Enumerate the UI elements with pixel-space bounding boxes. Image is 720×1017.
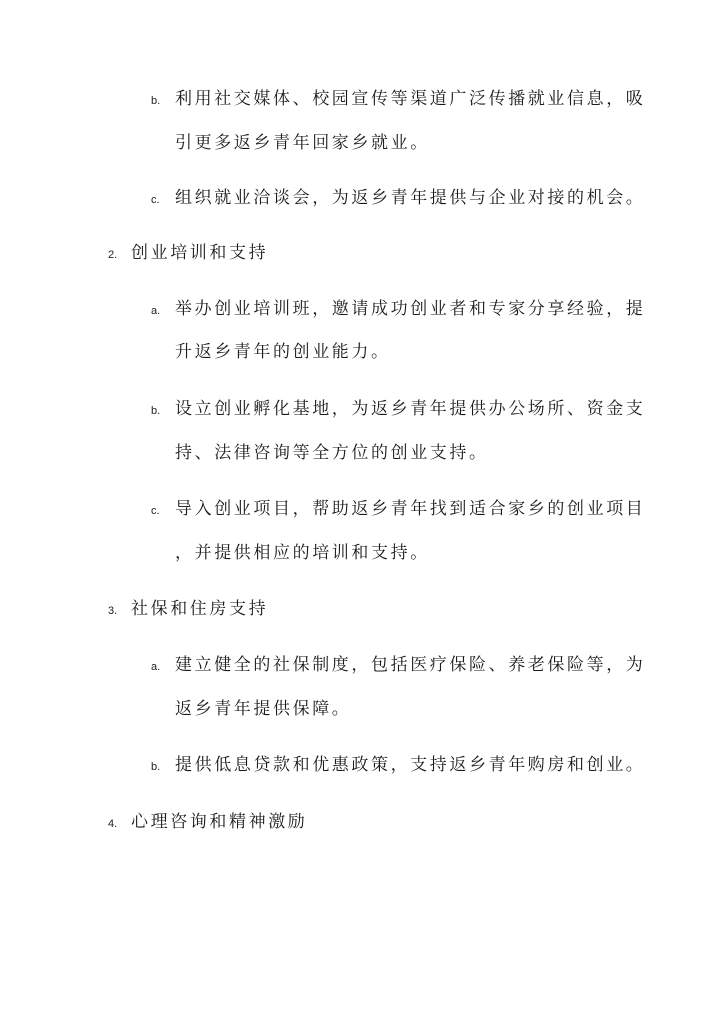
list-item-text: 导入创业项目，帮助返乡青年找到适合家乡的创业项目 [175, 499, 646, 519]
list-item-text: 持、法律咨询等全方位的创业支持。 [175, 443, 489, 463]
list-marker: b. [151, 405, 161, 417]
list-item-text: 返乡青年提供保障。 [175, 699, 352, 719]
section-number: 3. [108, 605, 118, 617]
list-item-text: 引更多返乡青年回家乡就业。 [175, 133, 430, 153]
section-number: 2. [108, 249, 118, 261]
list-marker: a. [151, 661, 161, 673]
section-number: 4. [108, 818, 118, 830]
list-item-text: ，并提供相应的培训和支持。 [175, 543, 430, 563]
list-marker: c. [151, 505, 160, 517]
section-heading: 心理咨询和精神激励 [131, 812, 308, 832]
list-marker: a. [151, 305, 161, 317]
list-item-text: 举办创业培训班，邀请成功创业者和专家分享经验，提 [175, 299, 646, 319]
list-item-text: 组织就业洽谈会，为返乡青年提供与企业对接的机会。 [175, 188, 646, 208]
section-heading: 社保和住房支持 [131, 599, 269, 619]
list-marker: c. [151, 194, 160, 206]
section-heading: 创业培训和支持 [131, 243, 269, 263]
list-marker: b. [151, 95, 161, 107]
list-item-text: 设立创业孵化基地，为返乡青年提供办公场所、资金支 [175, 399, 646, 419]
list-item-text: 提供低息贷款和优惠政策，支持返乡青年购房和创业。 [175, 755, 646, 775]
list-marker: b. [151, 761, 161, 773]
list-item-text: 升返乡青年的创业能力。 [175, 342, 391, 362]
list-item-text: 利用社交媒体、校园宣传等渠道广泛传播就业信息，吸 [175, 89, 646, 109]
list-item-text: 建立健全的社保制度，包括医疗保险、养老保险等，为 [175, 655, 646, 675]
